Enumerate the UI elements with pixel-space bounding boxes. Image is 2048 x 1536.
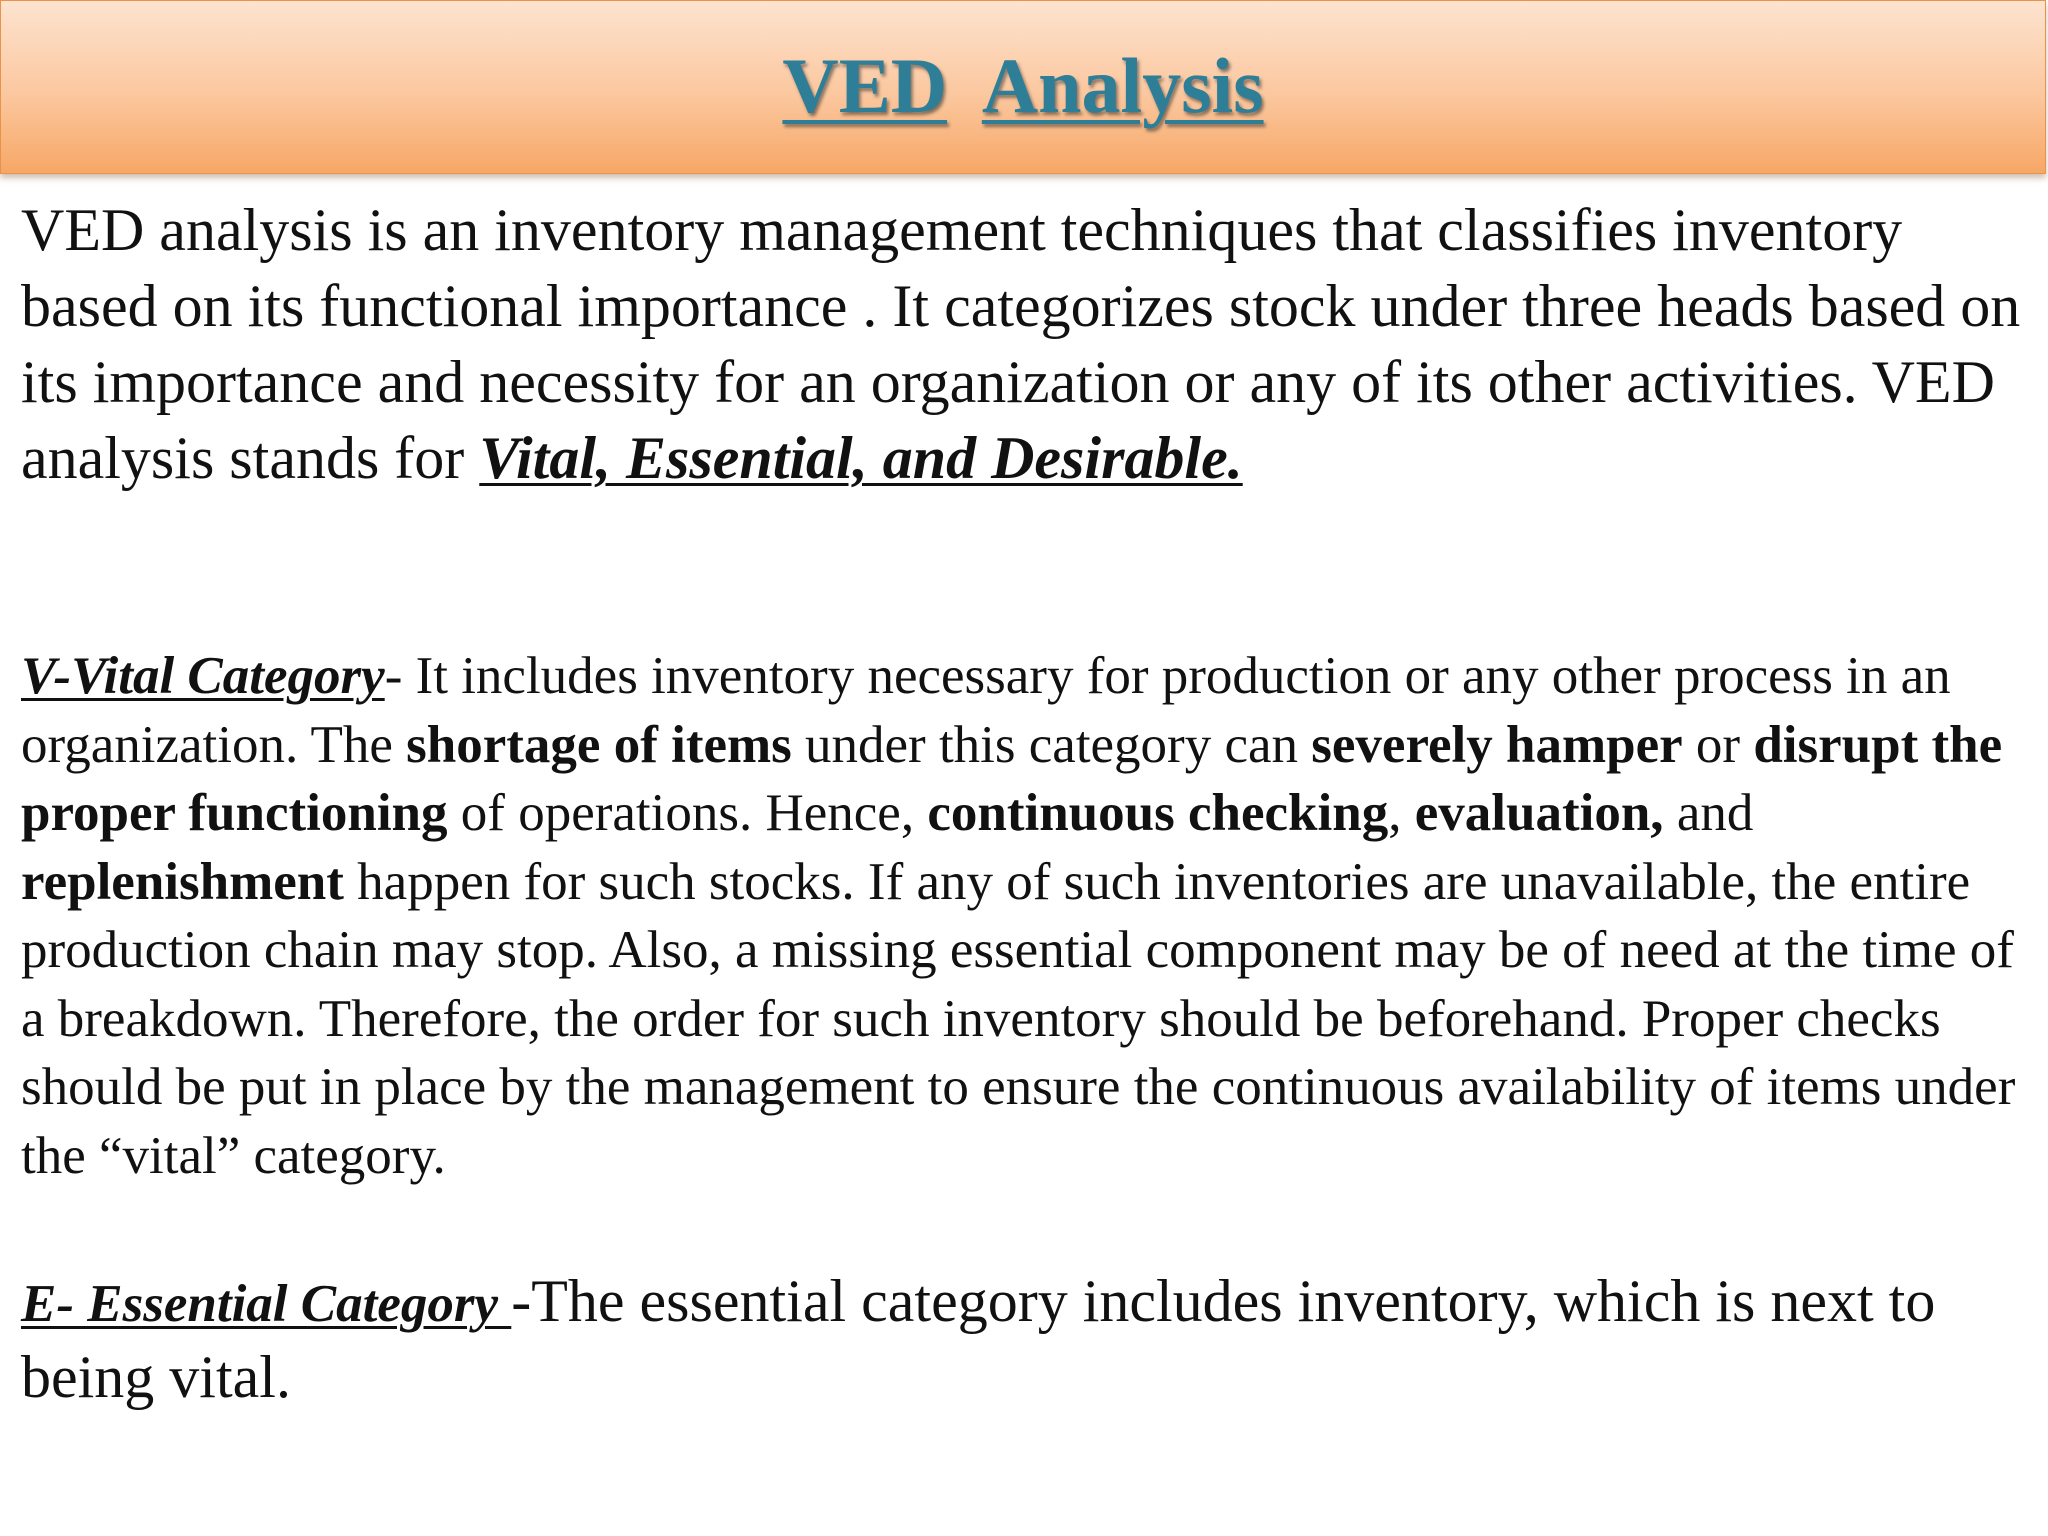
vital-text-6: and	[1663, 784, 1754, 842]
essential-term: E- Essential Category	[21, 1275, 512, 1333]
essential-text: -The essential category includes inventory, which is next to being vital.	[21, 1268, 1936, 1410]
vital-bold-5: evaluation,	[1414, 784, 1664, 842]
page-title	[1, 42, 2045, 129]
intro-emphasis: Vital, Essential, and Desirable.	[479, 425, 1243, 491]
intro-text: VED analysis is an inventory management techniques that classifies inventory based on its functional importance . It categorizes stock under three heads based on its importance and necessity for an organization or any of its other activities. VED analysis stands for	[21, 197, 2021, 491]
vital-bold-1: shortage of items	[406, 715, 792, 774]
title-banner	[0, 0, 2046, 174]
vital-paragraph	[21, 642, 2031, 1190]
vital-text-2: under this category can	[791, 715, 1312, 774]
title-word-ved: VED	[782, 42, 948, 129]
vital-text-4: of operations. Hence,	[447, 784, 928, 842]
vital-bold-6: replenishment	[21, 852, 344, 911]
vital-bold-2: severely hamper	[1311, 715, 1683, 774]
essential-paragraph	[21, 1265, 2031, 1414]
title-word-analysis: Analysis	[981, 42, 1264, 129]
vital-text-5: ,	[1388, 784, 1415, 842]
vital-text-1: - It includes inventory necessary for production or any other process in an organization. The	[21, 647, 1951, 774]
vital-term: V-Vital Category	[21, 647, 385, 705]
intro-paragraph	[21, 192, 2031, 496]
vital-bold-4: continuous checking	[927, 784, 1389, 842]
vital-bold-3: disrupt the proper functioning	[21, 715, 2003, 842]
vital-text-7: happen for such stocks. If any of such inventories are unavailable, the entire production chain may stop. Also, a missing essential component may be of need at the time of a breakdown. Therefore, the order for such inventory should be beforehand. Proper checks should be put in place by the management to ensure the continuous availability of items under the “vital” category.	[21, 852, 2016, 1185]
vital-text-3: or	[1682, 715, 1754, 774]
